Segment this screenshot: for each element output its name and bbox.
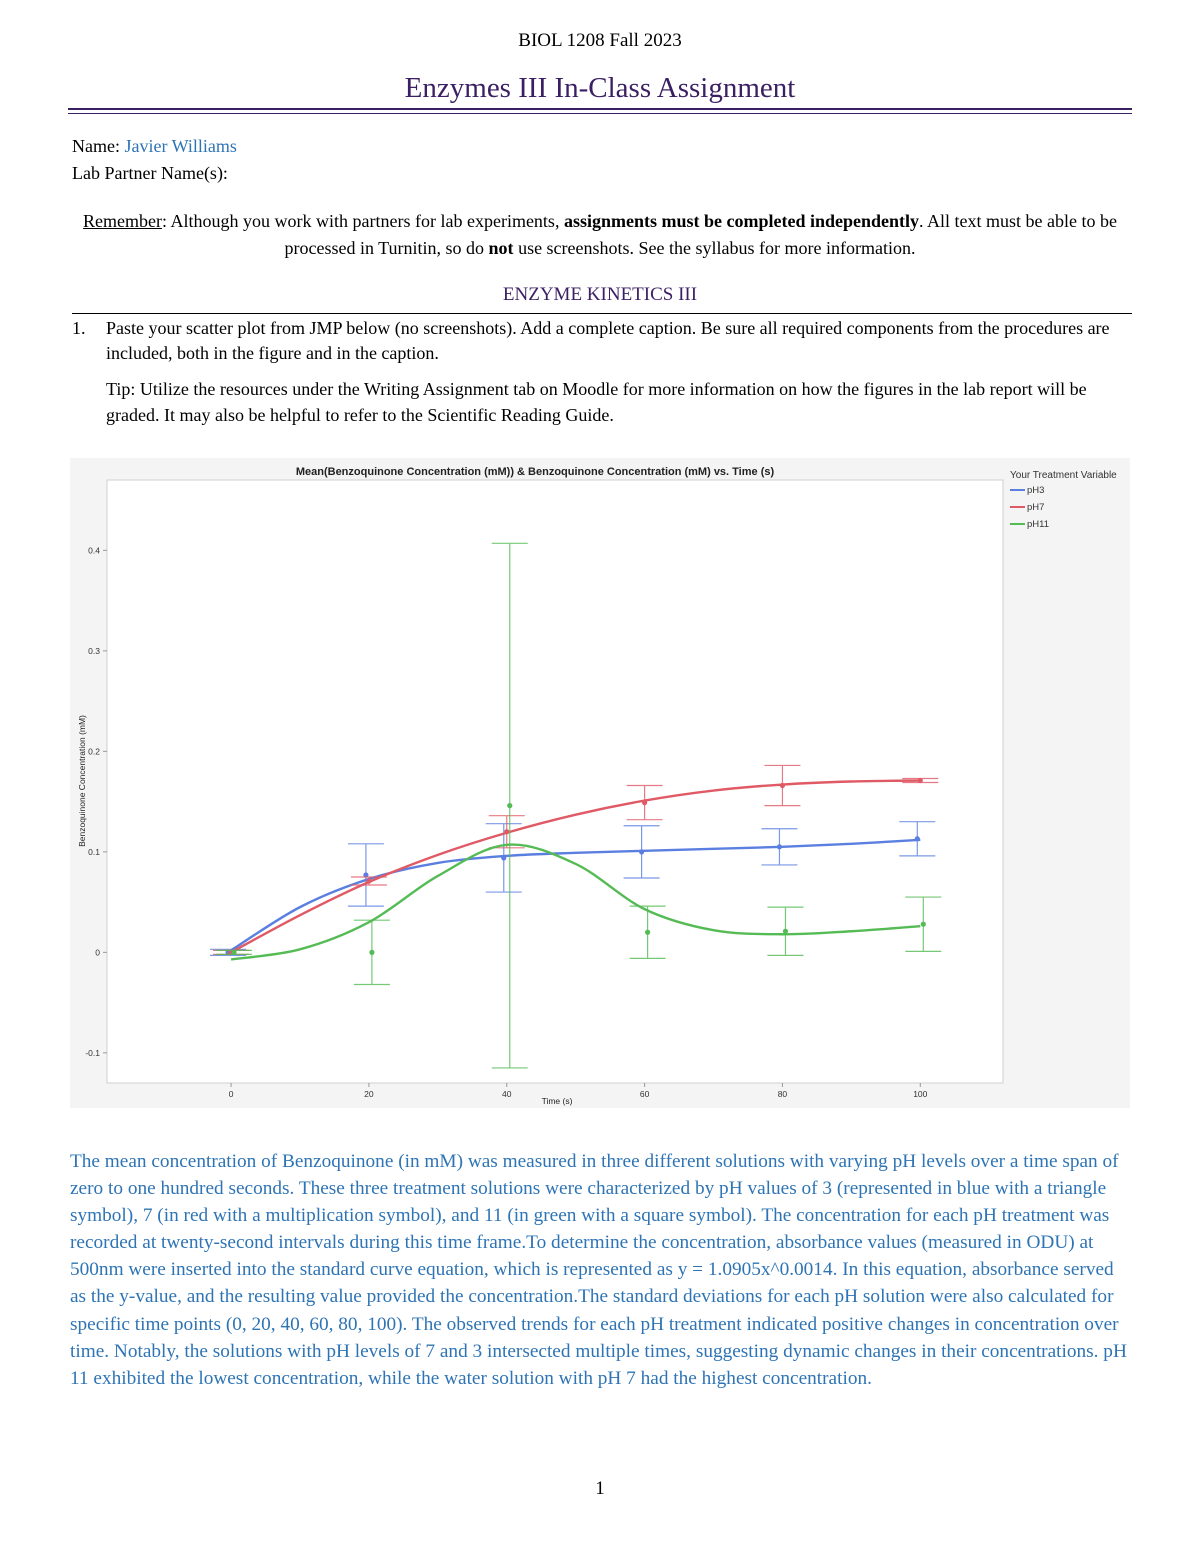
- legend-label-ph3: pH3: [1027, 485, 1045, 496]
- data-point: [915, 836, 920, 841]
- name-value: Javier Williams: [124, 136, 237, 156]
- x-tick-label: 80: [777, 1089, 788, 1099]
- data-point: [918, 778, 923, 783]
- x-tick-label: 40: [502, 1089, 512, 1099]
- document-title: Enzymes III In-Class Assignment: [404, 72, 796, 104]
- x-axis-label: Time (s): [541, 1096, 573, 1106]
- remember-note: [72, 208, 1128, 262]
- data-point: [369, 950, 374, 955]
- x-tick-label: 60: [639, 1089, 650, 1099]
- title-divider: [68, 108, 1132, 110]
- remember-bold-a: assignments must be completed independently: [563, 211, 919, 231]
- lab-partner-label: Lab Partner Name(s):: [72, 163, 228, 183]
- course-header: BIOL 1208 Fall 2023: [518, 30, 682, 51]
- page-number: 1: [595, 1478, 605, 1499]
- title-divider-thin: [68, 113, 1132, 114]
- section-title: ENZYME KINETICS III: [502, 284, 698, 305]
- legend-label-ph7: pH7: [1027, 502, 1045, 513]
- data-point: [639, 849, 644, 854]
- chart-title: Mean(Benzoquinone Concentration (mM)) & Benzoquinone Concentration (mM) vs. Time (s): [295, 466, 775, 478]
- data-point: [645, 930, 650, 935]
- y-tick-label: 0.3: [88, 645, 100, 656]
- legend-title: Your Treatment Variable: [1010, 470, 1117, 481]
- name-label: Name:: [72, 136, 120, 156]
- question-tip: Tip: Utilize the resources under the Writing Assignment tab on Moodle for more information on how the figures in the lab report will be graded. It may also be helpful to refer to the Scientific Reading Guide.: [106, 379, 1087, 425]
- y-tick-label: 0: [95, 947, 100, 958]
- name-line: [72, 136, 237, 157]
- data-point: [504, 829, 509, 834]
- data-point: [501, 855, 506, 860]
- scatter-plot-figure: [70, 458, 1130, 1108]
- remember-text-b: . All text must be able to be processed in Turnitin, so do: [284, 211, 1117, 258]
- y-tick-label: 0.4: [88, 545, 100, 556]
- data-point: [777, 844, 782, 849]
- remember-text-a: : Although you work with partners for lab experiments,: [162, 211, 564, 231]
- question-number: 1.: [72, 318, 86, 338]
- data-point: [780, 783, 785, 788]
- data-point: [642, 800, 647, 805]
- scatter-plot: [70, 458, 1130, 1108]
- legend-label-ph11: pH11: [1027, 519, 1050, 530]
- x-tick-label: 0: [228, 1089, 234, 1099]
- x-tick-label: 20: [364, 1089, 374, 1099]
- y-tick-label: -0.1: [85, 1047, 100, 1058]
- y-axis-label: Benzoquinone Concentration (mM): [77, 715, 87, 847]
- x-tick-label: 100: [913, 1089, 928, 1099]
- y-tick-label: 0.1: [88, 846, 100, 857]
- data-point: [783, 929, 788, 934]
- section-divider: [72, 313, 1132, 314]
- remember-bold-b: not: [488, 238, 514, 258]
- data-point: [921, 922, 926, 927]
- y-tick-label: 0.2: [88, 746, 100, 757]
- data-point: [507, 803, 512, 808]
- figure-caption: The mean concentration of Benzoquinone (in mM) was measured in three different solutions with varying pH levels over a time span of zero to one hundred seconds. These three treatment solutions were characterized by pH values of 3 (represented in blue with a triangle symbol), 7 (in red with a multiplication symbol), and 11 (in green with a square symbol). The concentration for each pH treatment was recorded at twenty-second intervals during this time frame.To determine the concentration, absorbance values (measured in ODU) at 500nm were inserted into the standard curve equation, which is represented as y = 1.0905x^0.0014. In this equation, absorbance served as the y-value, and the resulting value provided the concentration.The standard deviations for each pH solution were also calculated for specific time points (0, 20, 40, 60, 80, 100). The observed trends for each pH treatment indicated positive changes in concentration over time. Notably, the solutions with pH levels of 7 and 3 intersected multiple times, suggesting dynamic changes in their concentrations. pH 11 exhibited the lowest concentration, while the water solution with pH 7 had the highest concentration.: [70, 1151, 1127, 1389]
- data-point: [231, 950, 236, 955]
- question-text: Paste your scatter plot from JMP below (no screenshots). Add a complete caption. Be sure all required components from the procedures are included, both in the figure and in the caption.: [106, 318, 1110, 363]
- remember-label: Remember: [83, 211, 163, 231]
- data-point: [366, 878, 371, 883]
- remember-text-c: use screenshots. See the syllabus for more information.: [513, 238, 916, 258]
